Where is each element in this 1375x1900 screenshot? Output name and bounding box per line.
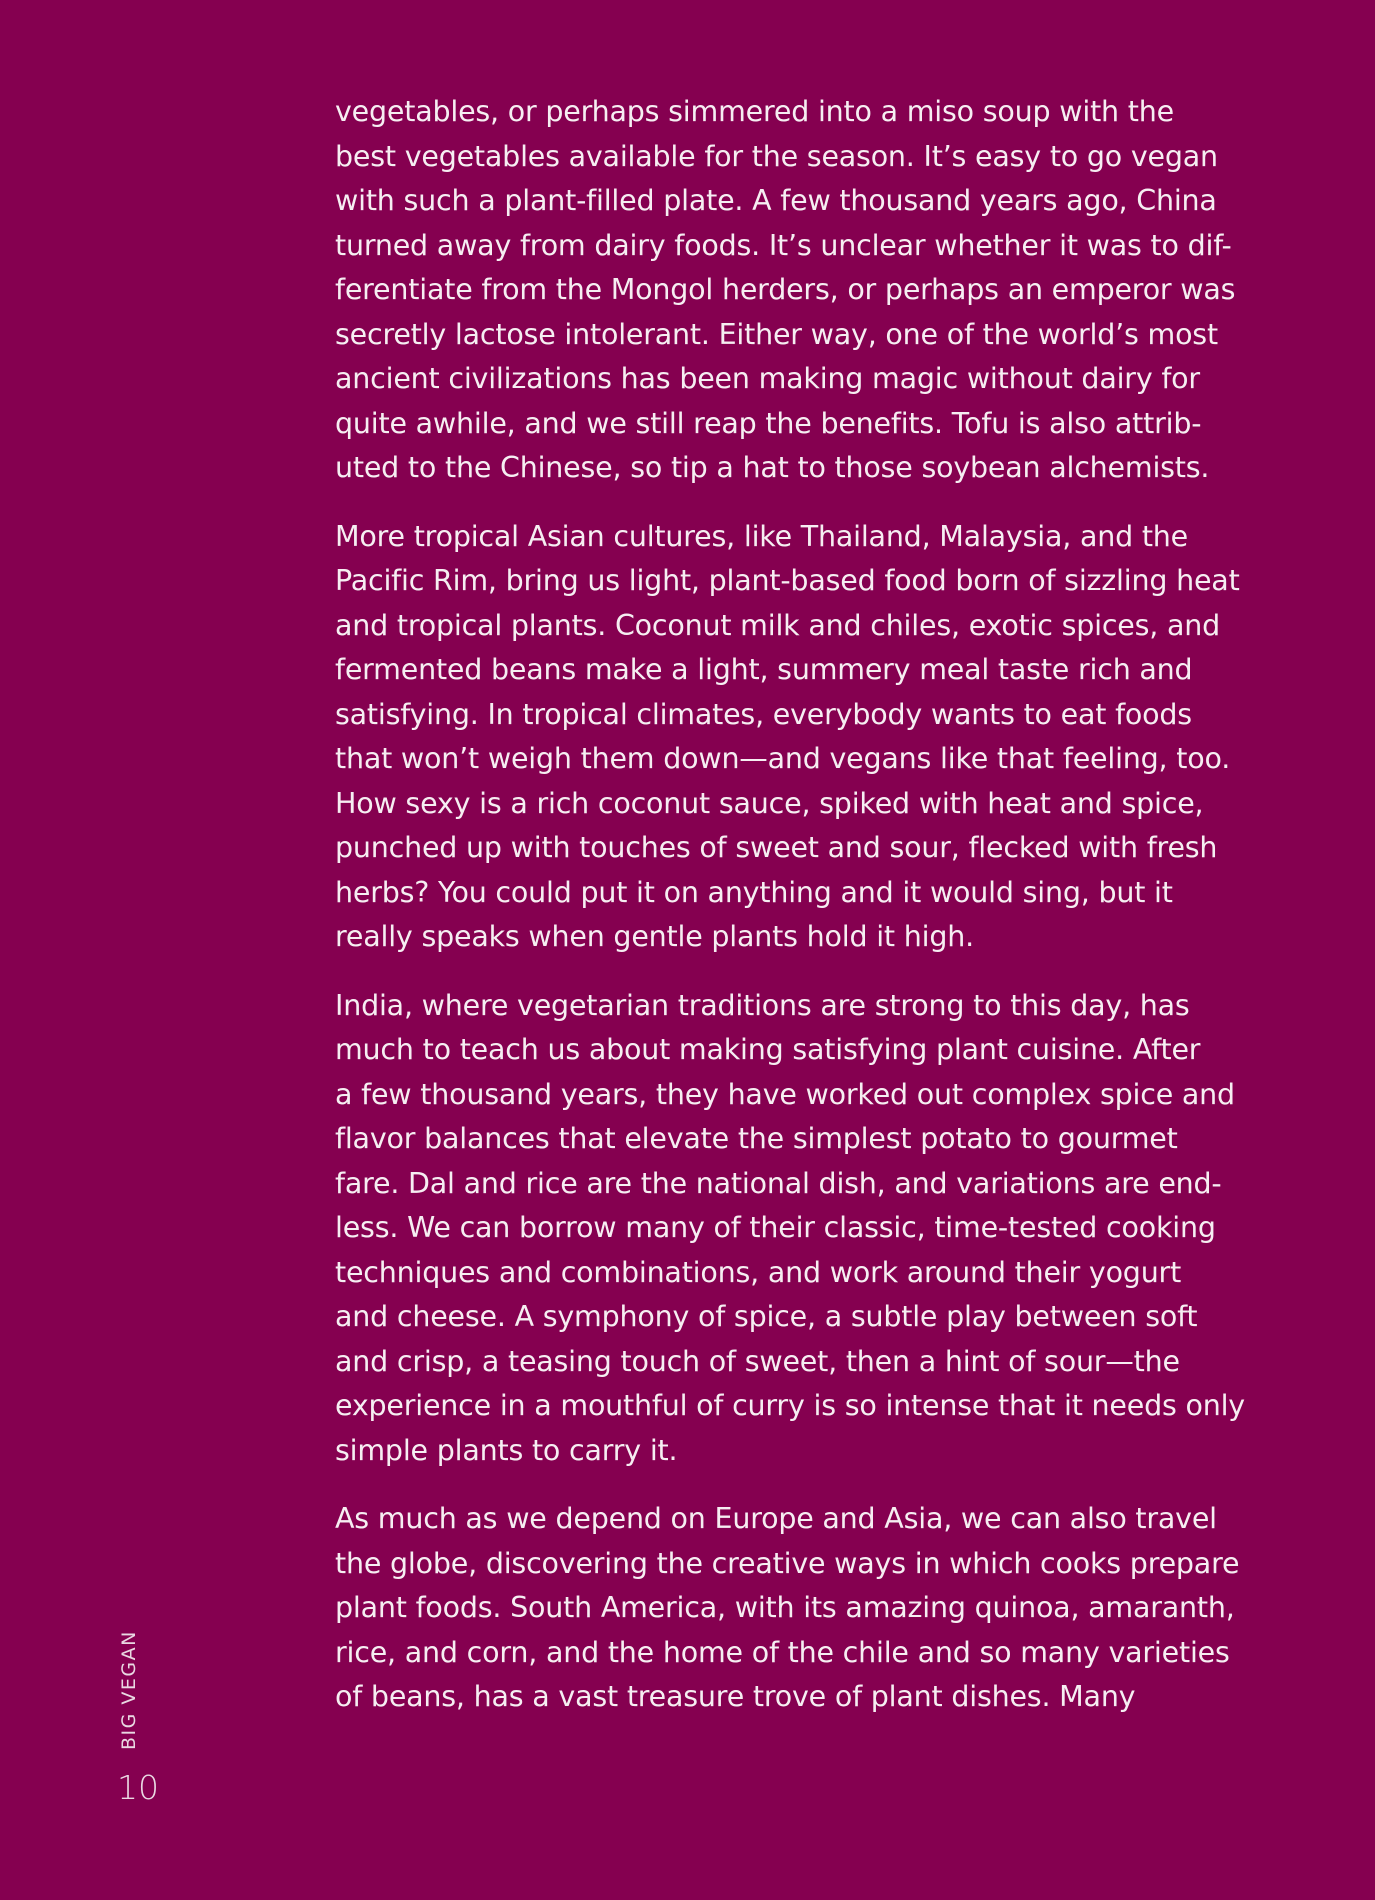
text-line: experience in a mouthful of curry is so intense that it needs only: [335, 1389, 1245, 1422]
text-line: much to teach us about making satisfying plant cuisine. After: [335, 1033, 1201, 1066]
text-line: and tropical plants. Coconut milk and chiles, exotic spices, and: [335, 608, 1221, 642]
text-line: vegetables, or perhaps simmered into a miso soup with the: [335, 95, 1174, 128]
text-line: that won’t weigh them down—and vegans like that feeling, too.: [335, 742, 1231, 775]
running-head: BIG VEGAN: [118, 1630, 140, 1750]
body-text: [335, 90, 1245, 1720]
text-line: secretly lactose intolerant. Either way, one of the world’s most: [335, 317, 1218, 351]
text-line: More tropical Asian cultures, like Thailand, Malaysia, and the: [335, 519, 1188, 553]
text-line: and crisp, a teasing touch of sweet, then a hint of sour—the: [335, 1344, 1180, 1378]
text-line: flavor balances that elevate the simplest potato to gourmet: [335, 1122, 1178, 1155]
text-line: really speaks when gentle plants hold it high.: [335, 920, 974, 953]
text-line: uted to the Chinese, so tip a hat to those soybean alchemists.: [335, 451, 1210, 484]
text-line: less. We can borrow many of their classic, time-tested cooking: [335, 1211, 1216, 1244]
text-line: India, where vegetarian traditions are strong to this day, has: [335, 988, 1190, 1022]
text-line: simple plants to carry it.: [335, 1433, 678, 1467]
text-line: with such a plant-filled plate. A few thousand years ago, China: [335, 184, 1217, 217]
text-line: fermented beans make a light, summery meal taste rich and: [335, 653, 1193, 686]
paragraph-1: [335, 90, 1235, 491]
paragraph-3: [335, 984, 1245, 1474]
text-line: turned away from dairy foods. It’s unclear whether it was to dif-: [335, 228, 1232, 262]
text-line: and cheese. A symphony of spice, a subtle play between soft: [335, 1300, 1198, 1333]
text-line: ferentiate from the Mongol herders, or perhaps an emperor was: [335, 273, 1236, 306]
text-line: herbs? You could put it on anything and it would sing, but it: [335, 875, 1173, 909]
text-line: punched up with touches of sweet and sour, flecked with fresh: [335, 831, 1218, 864]
text-line: techniques and combinations, and work around their yogurt: [335, 1255, 1182, 1289]
text-line: quite awhile, and we still reap the benefits. Tofu is also attrib-: [335, 406, 1202, 440]
text-line: plant foods. South America, with its amazing quinoa, amaranth,: [335, 1591, 1235, 1624]
text-line: best vegetables available for the season. It’s easy to go vegan: [335, 139, 1218, 173]
text-line: a few thousand years, they have worked out complex spice and: [335, 1077, 1235, 1111]
text-line: Pacific Rim, bring us light, plant-based food born of sizzling heat: [335, 564, 1240, 597]
text-line: How sexy is a rich coconut sauce, spiked with heat and spice,: [335, 786, 1204, 820]
paragraph-4: [335, 1497, 1240, 1720]
text-line: the globe, discovering the creative ways in which cooks prepare: [335, 1546, 1240, 1580]
text-line: ancient civilizations has been making magic without dairy for: [335, 362, 1200, 395]
text-line: of beans, has a vast treasure trove of plant dishes. Many: [335, 1680, 1136, 1713]
page-number: 10: [117, 1768, 159, 1807]
text-line: fare. Dal and rice are the national dish, and variations are end-: [335, 1166, 1222, 1200]
text-line: satisfying. In tropical climates, everybody wants to eat foods: [335, 697, 1192, 731]
text-line: rice, and corn, and the home of the chile and so many varieties: [335, 1635, 1230, 1669]
paragraph-2: [335, 515, 1240, 960]
text-line: As much as we depend on Europe and Asia, we can also travel: [335, 1502, 1217, 1535]
